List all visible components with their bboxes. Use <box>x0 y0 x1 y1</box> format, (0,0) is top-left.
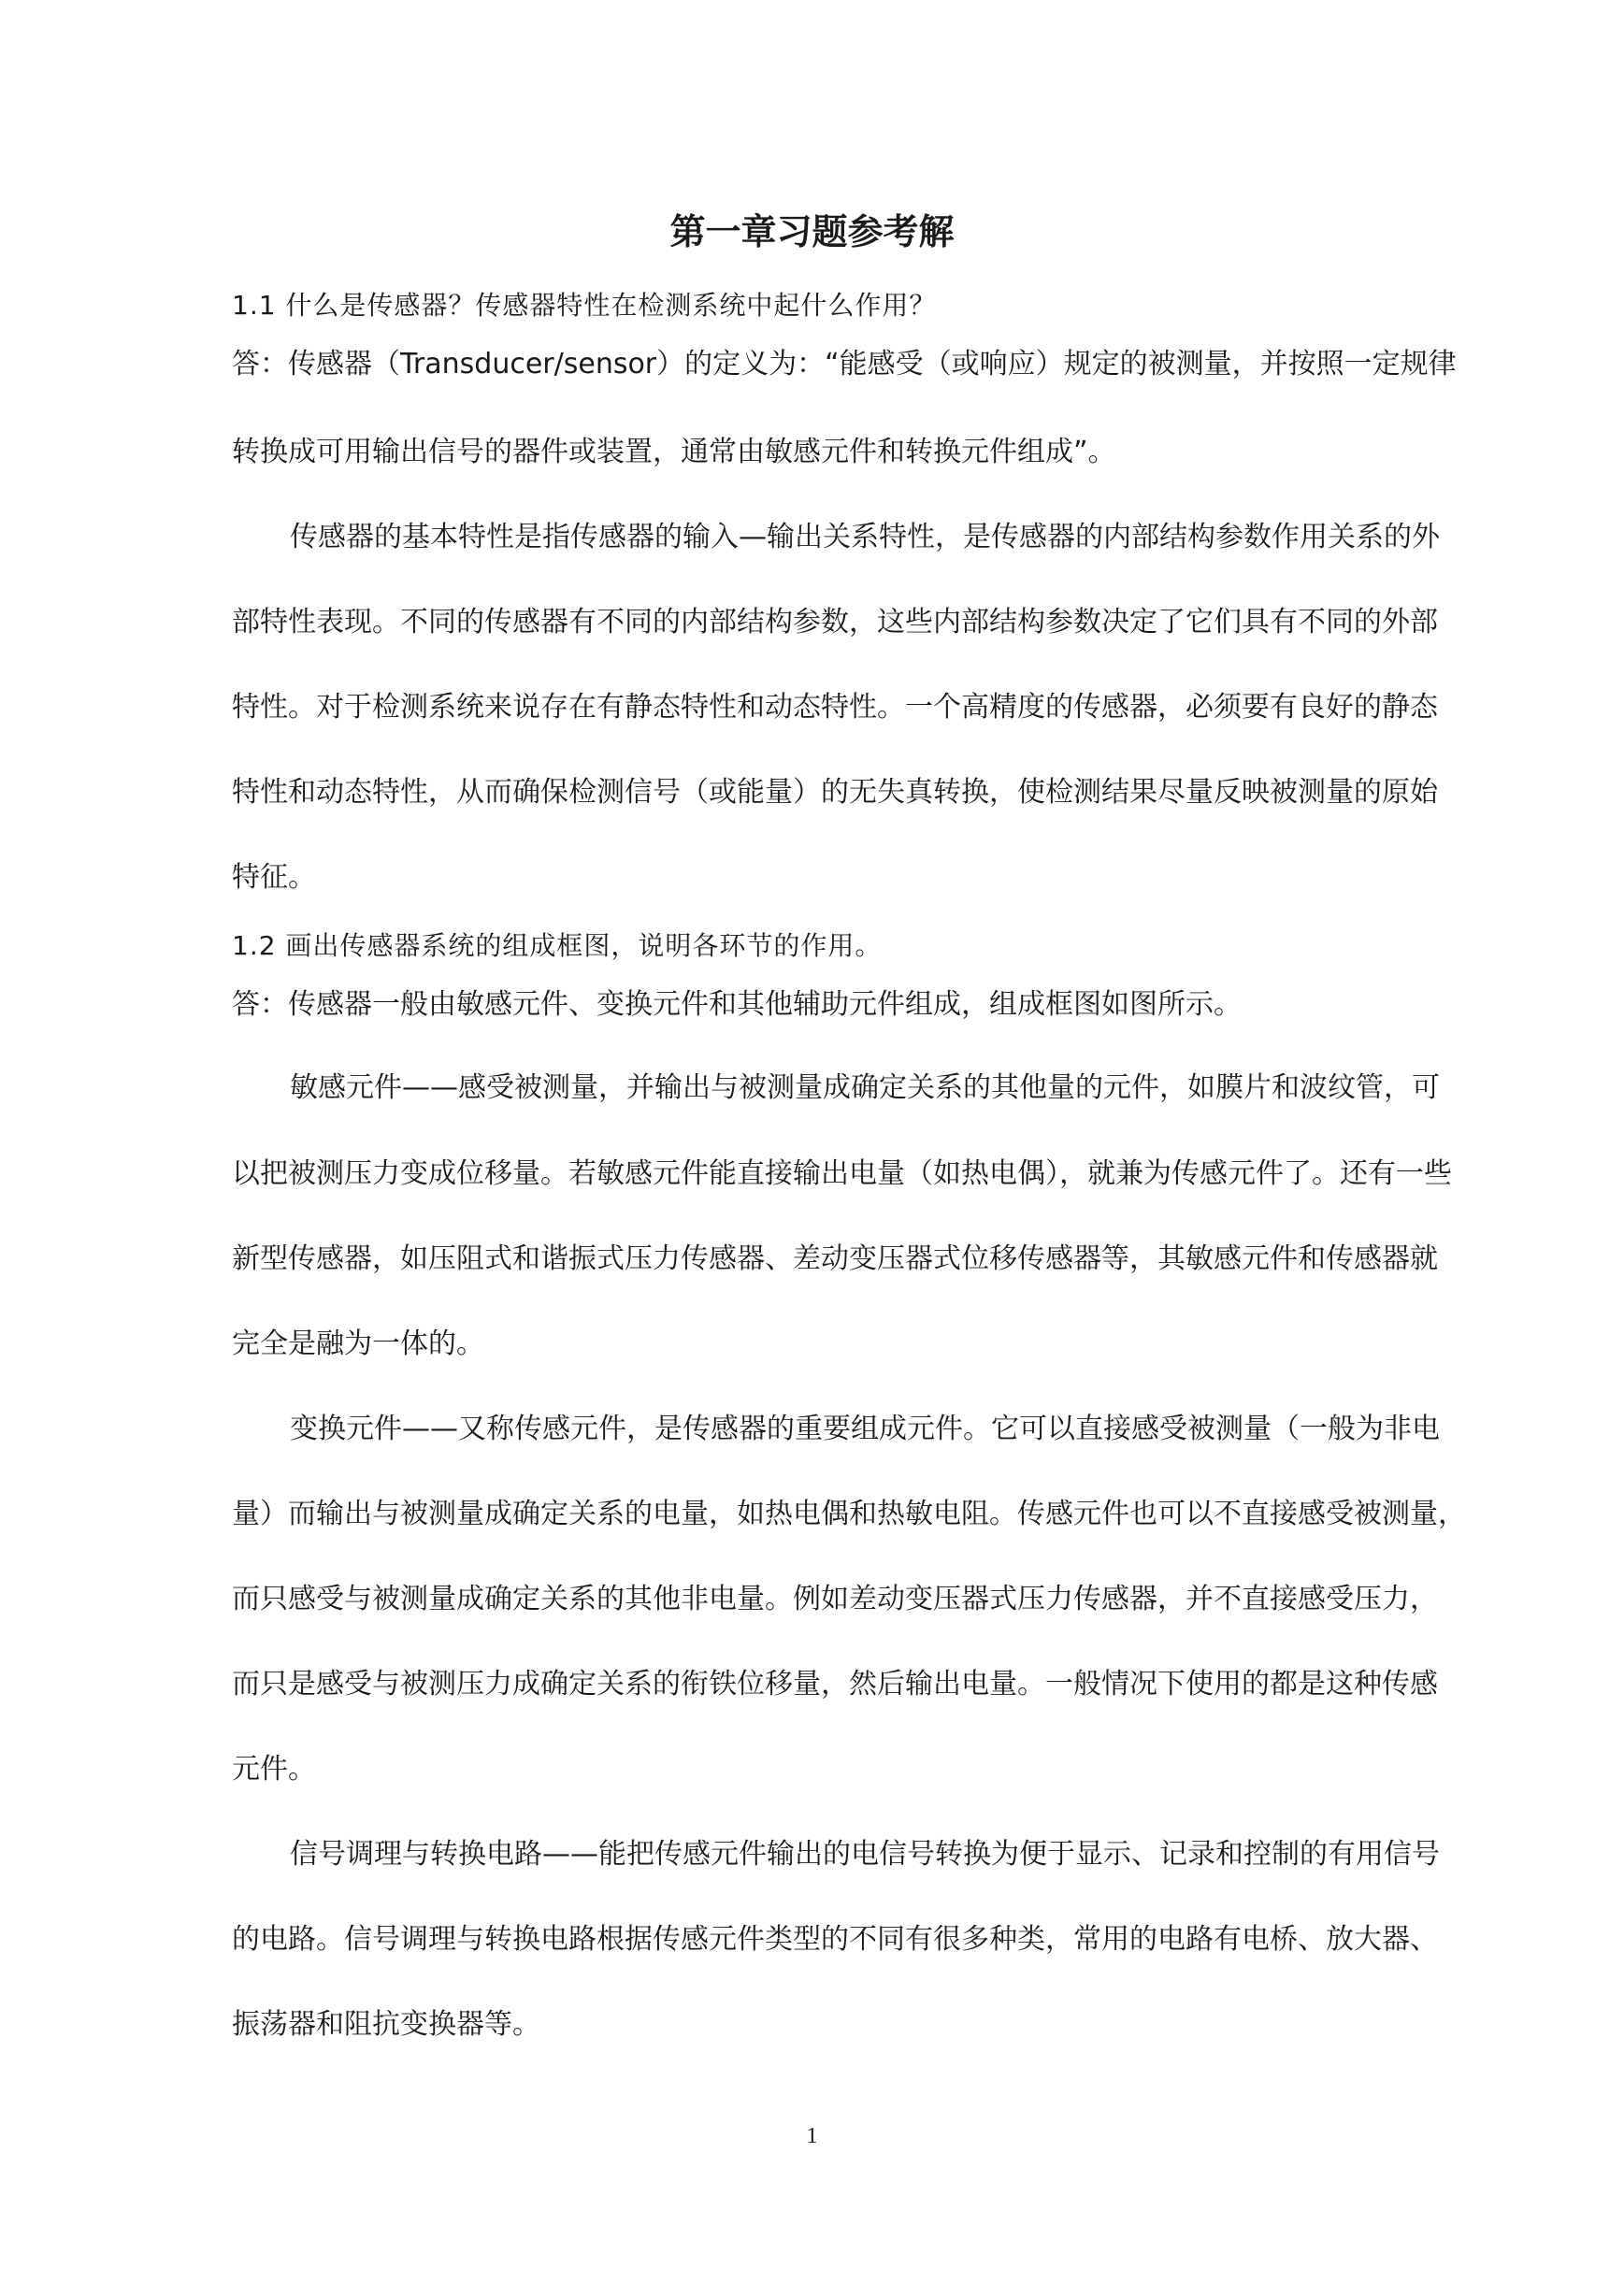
paragraph-line: 量）而输出与被测量成确定关系的电量，如热电偶和热敏电阻。传感元件也可以不直接感受被测量， <box>232 1498 1466 1530</box>
paragraph-line: 而只感受与被测量成确定关系的其他非电量。例如差动变压器式压力传感器，并不直接感受压力， <box>232 1583 1438 1615</box>
answer-1-1-line-1: 答：传感器（Transducer/sensor）的定义为：“能感受（或响应）规定的被测量，并按照一定规律 <box>232 348 1457 380</box>
paragraph-line: 振荡器和阻抗变换器等。 <box>232 2008 540 2041</box>
paragraph-line: 特征。 <box>232 861 316 894</box>
paragraph-line: 完全是融为一体的。 <box>232 1327 484 1360</box>
paragraph-line: 新型传感器，如压阻式和谐振式压力传感器、差动变压器式位移传感器等，其敏感元件和传感器就 <box>232 1242 1438 1275</box>
paragraph-line: 以把被测压力变成位移量。若敏感元件能直接输出电量（如热电偶），就兼为传感元件了。还有一些 <box>232 1157 1452 1190</box>
paragraph-line: 信号调理与转换电路——能把传感元件输出的电信号转换为便于显示、记录和控制的有用信号 <box>290 1838 1440 1871</box>
paragraph-line: 的电路。信号调理与转换电路根据传感元件类型的不同有很多种类，常用的电路有电桥、放大器、 <box>232 1923 1438 1956</box>
answer-1-1-line-2: 转换成可用输出信号的器件或装置，通常由敏感元件和转换元件组成”。 <box>232 436 1116 468</box>
answer-1-2-line-1: 答：传感器一般由敏感元件、变换元件和其他辅助元件组成，组成框图如图所示。 <box>232 988 1242 1021</box>
paragraph-line: 特性。对于检测系统来说存在有静态特性和动态特性。一个高精度的传感器，必须要有良好的静态 <box>232 691 1438 724</box>
paragraph-line: 敏感元件——感受被测量，并输出与被测量成确定关系的其他量的元件，如膜片和波纹管，可 <box>290 1071 1440 1104</box>
paragraph-line: 元件。 <box>232 1753 316 1786</box>
page-number: 1 <box>806 2124 818 2148</box>
chapter-title: 第一章习题参考解 <box>669 211 955 252</box>
question-1-1: 1.1 什么是传感器？传感器特性在检测系统中起什么作用？ <box>232 290 937 321</box>
paragraph-line: 传感器的基本特性是指传感器的输入—输出关系特性，是传感器的内部结构参数作用关系的外 <box>290 521 1440 553</box>
paragraph-line: 部特性表现。不同的传感器有不同的内部结构参数，这些内部结构参数决定了它们具有不同的外部 <box>232 606 1438 639</box>
paragraph-line: 特性和动态特性，从而确保检测信号（或能量）的无失真转换，使检测结果尽量反映被测量的原始 <box>232 776 1438 809</box>
paragraph-line: 而只是感受与被测压力成确定关系的衔铁位移量，然后输出电量。一般情况下使用的都是这种传感 <box>232 1668 1438 1700</box>
question-1-2: 1.2 画出传感器系统的组成框图，说明各环节的作用。 <box>232 930 883 961</box>
paragraph-line: 变换元件——又称传感元件，是传感器的重要组成元件。它可以直接感受被测量（一般为非电 <box>290 1413 1440 1445</box>
